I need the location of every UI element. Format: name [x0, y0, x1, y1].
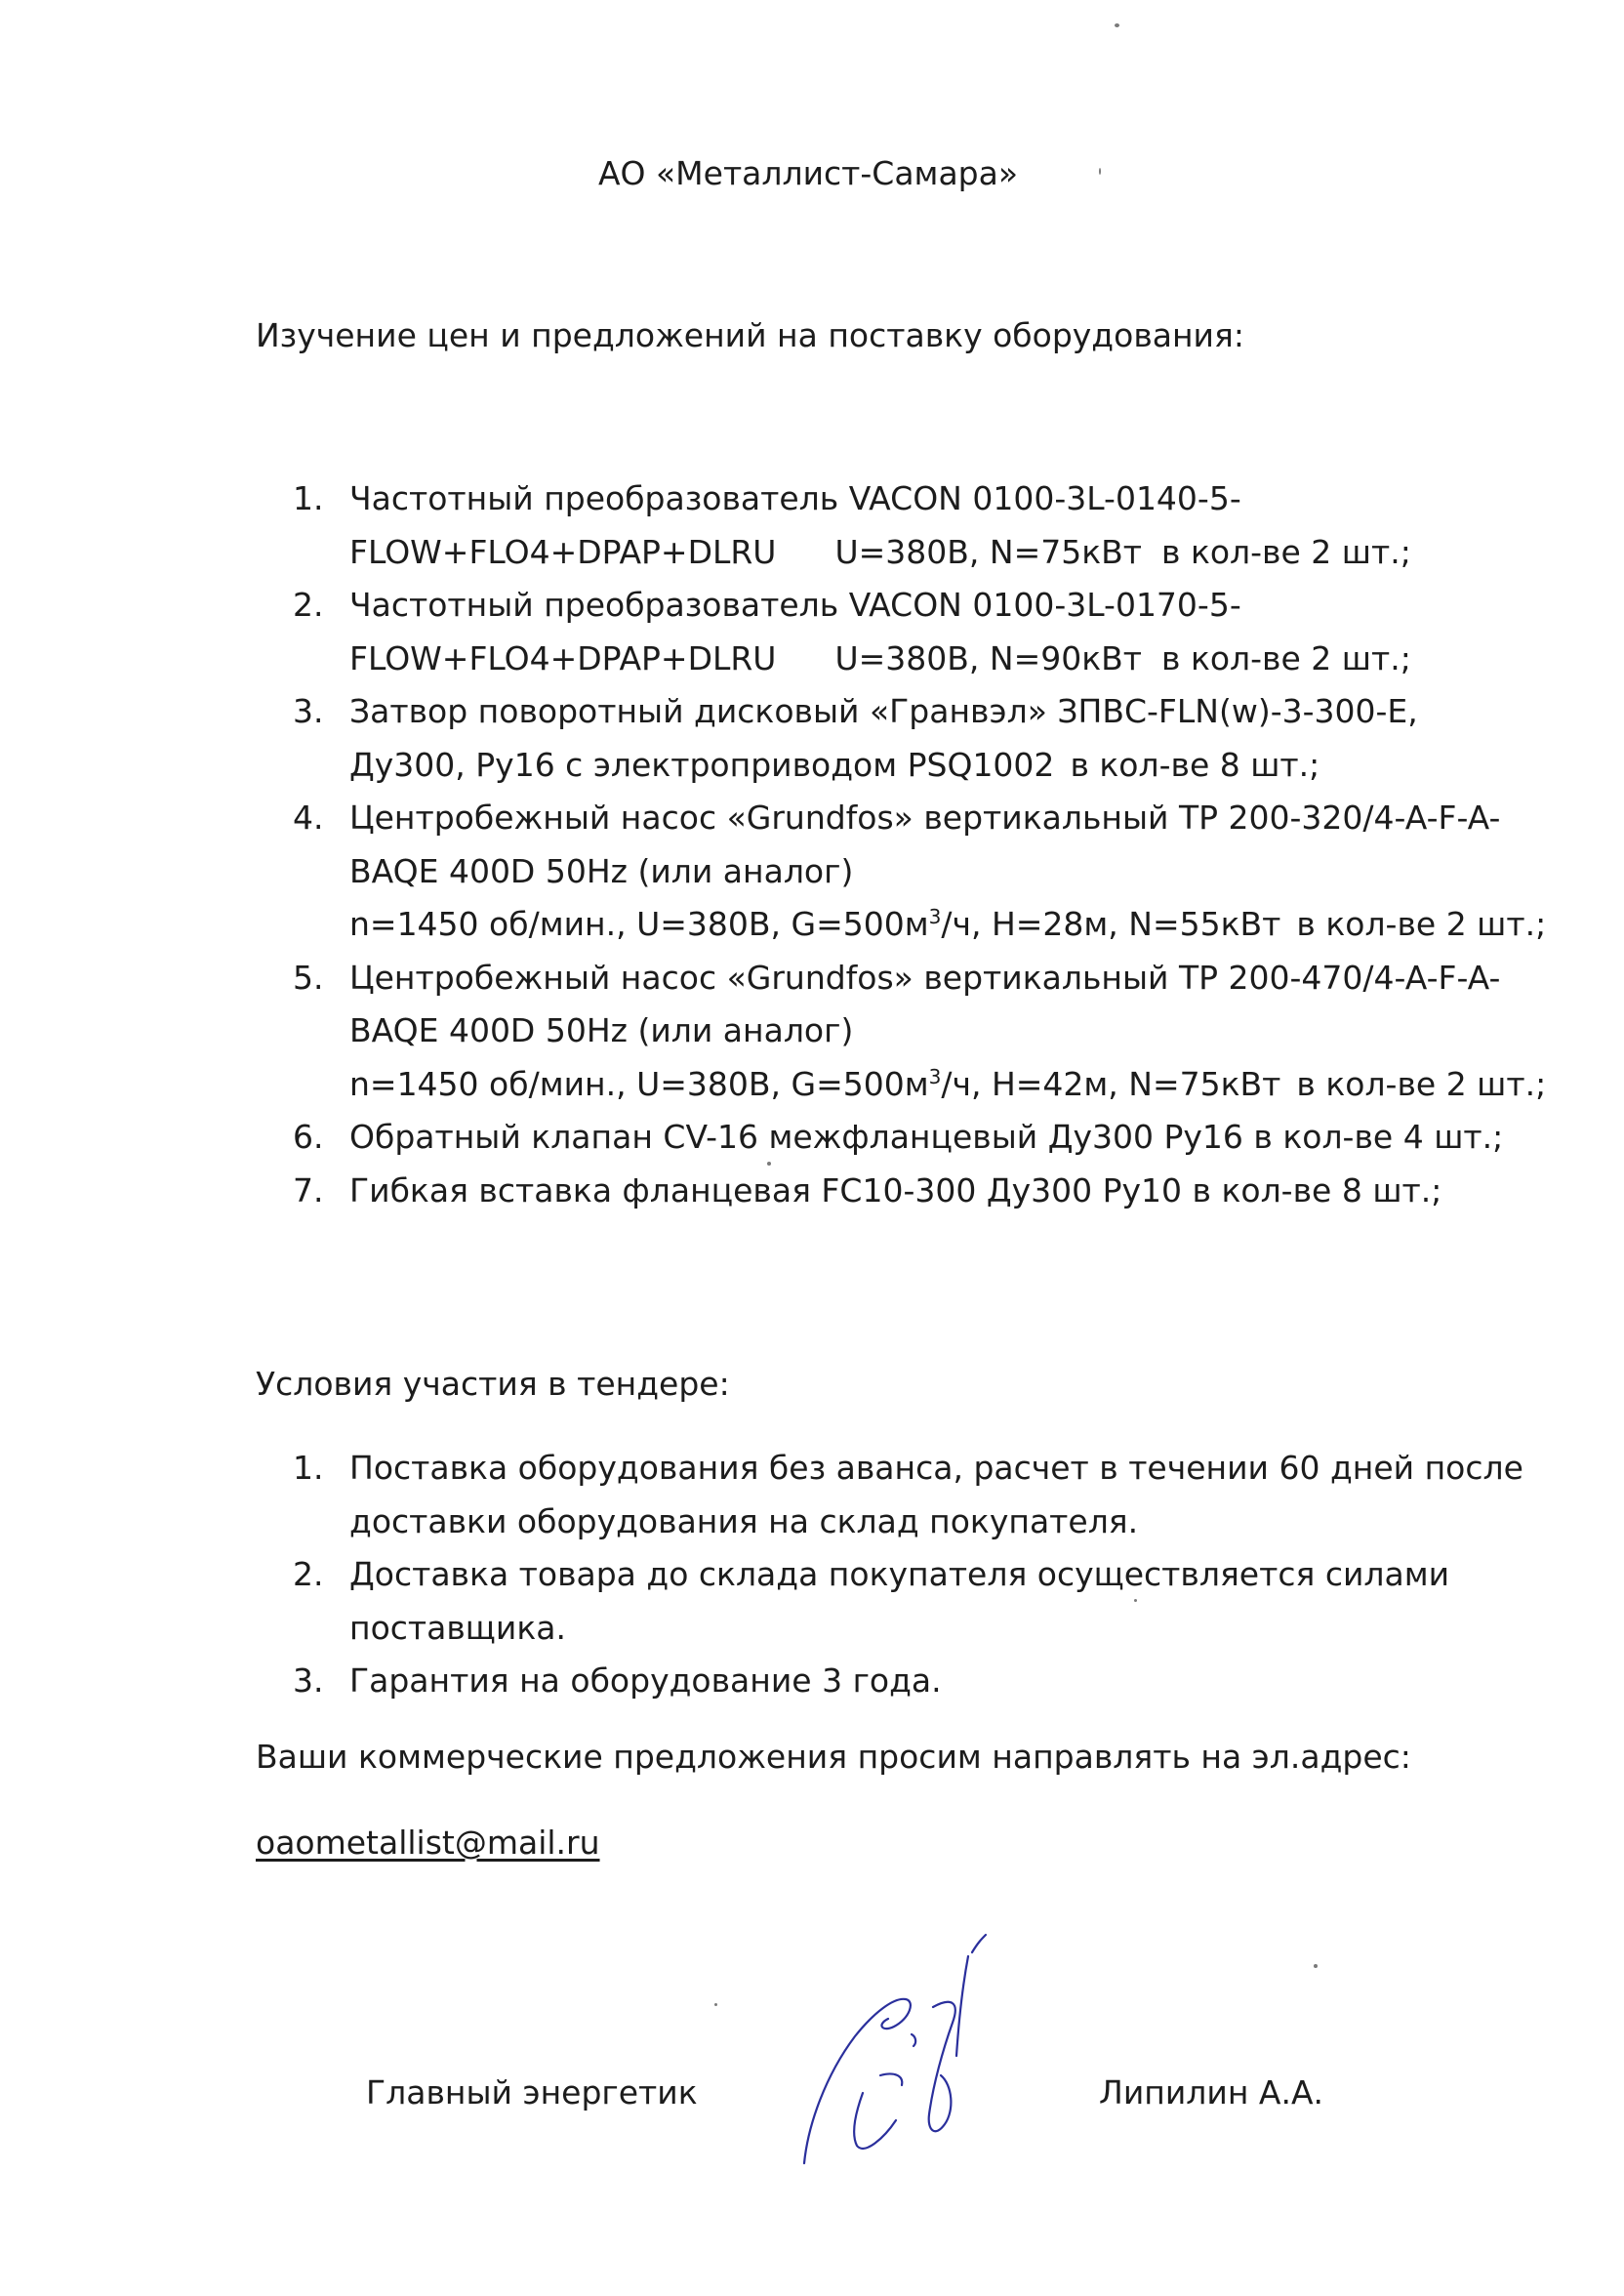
list-item: [293, 792, 1546, 952]
list-item: [293, 472, 1546, 579]
scan-speck: [1134, 1599, 1137, 1602]
item-number: 5.: [293, 958, 324, 997]
item-line: [349, 633, 1546, 686]
item-params: /ч, Н=28м, N=55кВт: [941, 905, 1281, 943]
signatory-position: Главный энергетик: [366, 2073, 698, 2112]
proposals-text: Ваши коммерческие предложения просим направлять на эл.адрес:: [256, 1738, 1411, 1776]
list-item: [293, 1442, 1523, 1548]
item-spec: U=380В, N=75кВт: [834, 532, 1142, 571]
scan-speck: [1314, 1964, 1318, 1968]
equipment-list: [293, 472, 1546, 1217]
item-quantity: в кол-ве 8 шт.;: [1070, 745, 1320, 784]
item-line: Частотный преобразователь VACON 0100-3L-0140-5-: [349, 479, 1241, 517]
scan-speck: [1115, 23, 1119, 27]
item-params: n=1450 об/мин., U=380В, G=500м: [349, 1064, 929, 1103]
item-quantity: в кол-ве 2 шт.;: [1161, 532, 1411, 571]
list-item: [293, 1548, 1523, 1655]
item-line: [349, 526, 1546, 580]
item-line: [349, 898, 1546, 952]
item-number: 2.: [293, 586, 324, 624]
superscript: 3: [928, 905, 942, 928]
signature-strokes: [804, 1935, 986, 2163]
item-quantity: в кол-ве 2 шт.;: [1161, 638, 1411, 677]
item-line: Затвор поворотный дисковый «Гранвэл» ЗПВС-FLN(w)-3-300-Е,: [349, 692, 1418, 730]
list-item: [293, 1165, 1546, 1218]
item-line: Гарантия на оборудование 3 года.: [349, 1661, 942, 1700]
item-number: 3.: [293, 1661, 324, 1700]
item-params: n=1450 об/мин., U=380В, G=500м: [349, 905, 929, 943]
item-number: 2.: [293, 1555, 324, 1593]
item-model: Ду300, Ру16 с электроприводом PSQ1002: [349, 745, 1055, 784]
conditions-list: [293, 1442, 1523, 1708]
item-number: 1.: [293, 1449, 324, 1487]
item-line: Поставка оборудования без аванса, расчет в течении 60 дней после: [349, 1449, 1523, 1487]
scan-speck: [767, 1162, 771, 1166]
list-item: [293, 685, 1546, 792]
organization-title: АО «Металлист-Самара»: [597, 154, 1019, 192]
item-model: FLOW+FLO4+DPAP+DLRU: [349, 638, 777, 677]
signatory-name: Липилин А.А.: [1099, 2073, 1324, 2112]
item-line: доставки оборудования на склад покупателя.: [349, 1501, 1139, 1540]
scan-speck: [714, 2003, 717, 2006]
item-number: 3.: [293, 692, 324, 730]
item-line: Гибкая вставка фланцевая FC10-300 Ду300 Ру10 в кол-ве 8 шт.;: [349, 1170, 1442, 1210]
item-number: 4.: [293, 799, 324, 837]
item-line: поставщика.: [349, 1608, 566, 1647]
item-quantity: в кол-ве 2 шт.;: [1296, 1064, 1547, 1103]
superscript: 3: [928, 1064, 942, 1088]
list-item: [293, 579, 1546, 685]
item-line: BAQE 400D 50Hz (или аналог): [349, 851, 854, 890]
study-heading: Изучение цен и предложений на поставку оборудования:: [256, 316, 1244, 354]
item-params: /ч, Н=42м, N=75кВт: [941, 1064, 1281, 1103]
item-line: Частотный преобразователь VACON 0100-3L-0170-5-: [349, 586, 1241, 624]
item-line: [349, 739, 1546, 793]
item-quantity: в кол-ве 2 шт.;: [1296, 905, 1547, 943]
item-line: [349, 1058, 1546, 1112]
item-spec: U=380В, N=90кВт: [834, 638, 1142, 677]
item-number: 6.: [293, 1118, 324, 1156]
item-line: Центробежный насос «Grundfos» вертикальный TP 200-470/4-A-F-A-: [349, 958, 1501, 997]
item-number: 1.: [293, 479, 324, 517]
item-line: Центробежный насос «Grundfos» вертикальный TP 200-320/4-A-F-A-: [349, 799, 1501, 837]
list-item: [293, 1111, 1546, 1165]
item-line: Обратный клапан CV-16 межфланцевый Ду300 Ру16 в кол-ве 4 шт.;: [349, 1118, 1504, 1156]
list-item: [293, 952, 1546, 1112]
handwritten-signature: [787, 1929, 1070, 2169]
item-number: 7.: [293, 1170, 324, 1210]
conditions-heading: Условия участия в тендере:: [256, 1365, 730, 1403]
item-model: FLOW+FLO4+DPAP+DLRU: [349, 532, 777, 571]
item-line: Доставка товара до склада покупателя осуществляется силами: [349, 1555, 1450, 1593]
email-link[interactable]: oaometallist@mail.ru: [256, 1824, 600, 1862]
scan-speck: [1099, 168, 1101, 175]
item-line: BAQE 400D 50Hz (или аналог): [349, 1011, 854, 1049]
list-item: [293, 1655, 1523, 1708]
